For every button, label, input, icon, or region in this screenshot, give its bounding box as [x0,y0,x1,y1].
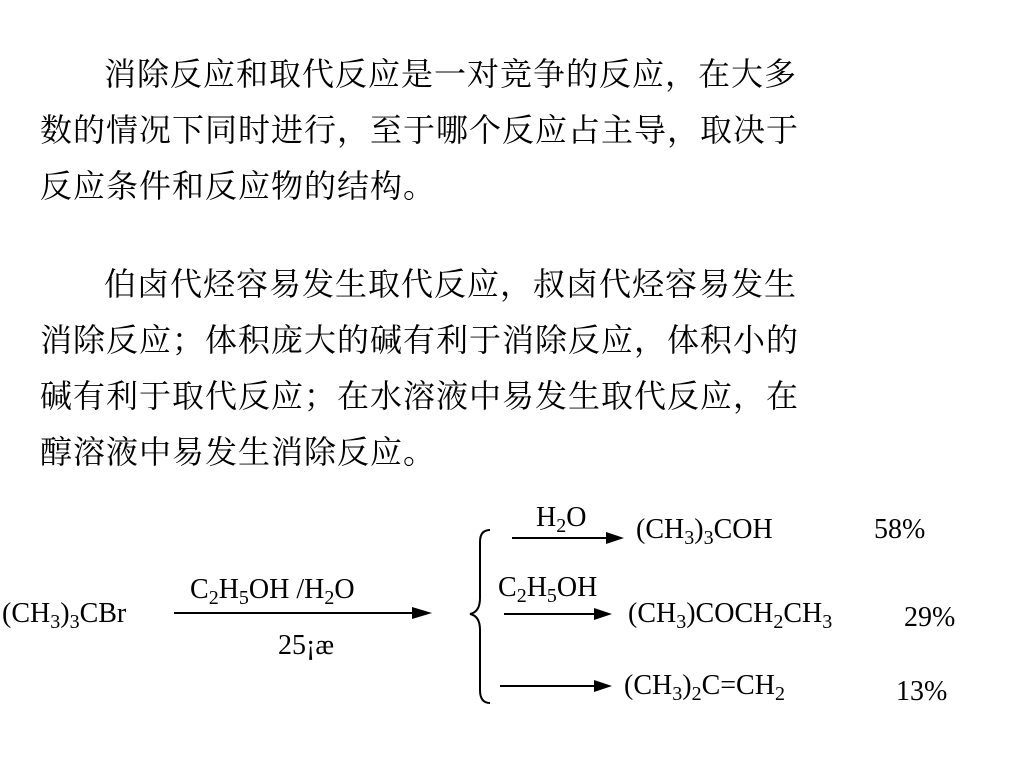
branch-2-percent: 29% [904,602,956,633]
paragraph-2-line: 伯卤代烃容易发生取代反应，叔卤代烃容易发生 [104,265,798,303]
paragraph-2-line: 碱有利于取代反应；在水溶液中易发生取代反应，在 [40,377,800,415]
paragraph-1-line: 反应条件和反应物的结构。 [40,167,437,205]
branch-1-percent: 58% [874,514,926,545]
reactant-formula: $(CH_3)_3CBr$ [2,598,127,633]
branch-arrow-2 [504,608,612,620]
branch-1-product: $(CH_3)_3COH$ [636,514,773,549]
paragraph-2-line: 消除反应；体积庞大的碱有利于消除反应，体积小的 [40,321,800,359]
branch-2-reagent: $C_2H_5OH$ [498,572,598,607]
branch-1-reagent: $H_2O$ [536,502,587,537]
branch-brace [470,530,490,703]
branch-2-product: $(CH_3)COCH_2CH_3$ [628,598,833,633]
branch-3-product: $(CH_3)_2C=CH_2$ [624,670,785,705]
paragraph-1-line: 消除反应和取代反应是一对竞争的反应，在大多 [104,55,798,93]
main-arrow-temperature: 25¡æ [278,630,334,661]
branch-arrow-3 [500,680,612,692]
branch-3-percent: 13% [896,676,948,707]
main-arrow-reagents: $C_2H_5OH$ $/H_2O$ [190,574,355,609]
branch-arrow-1 [512,532,624,544]
paragraph-2-line: 醇溶液中易发生消除反应。 [40,433,437,471]
paragraph-1-line: 数的情况下同时进行，至于哪个反应占主导，取决于 [40,111,800,149]
